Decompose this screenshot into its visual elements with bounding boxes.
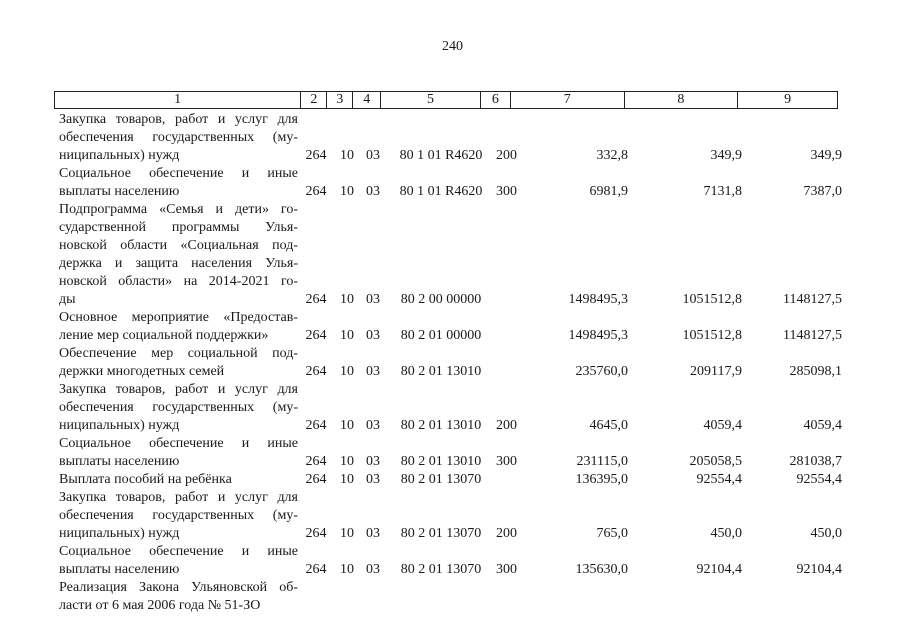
description-line: Закупка товаров, работ и услуг для [59, 490, 298, 505]
row-amount-col8: 7131,8 [703, 184, 742, 199]
row-amount-col9: 1148127,5 [783, 328, 842, 343]
row-amount-col9: 281038,7 [789, 454, 842, 469]
row-amount-col8: 349,9 [710, 148, 742, 163]
row-section: 10 [340, 148, 354, 163]
row-section: 10 [340, 328, 354, 343]
description-line: ды [59, 292, 76, 307]
description-line: Реализация Закона Ульяновской об- [59, 580, 298, 595]
header-col-7: 7 [511, 92, 625, 108]
description-line: ласти от 6 мая 2006 года № 51-ЗО [59, 598, 261, 613]
row-amount-col8: 4059,4 [703, 418, 742, 433]
row-target-article: 80 2 01 13010 [400, 454, 482, 469]
header-col-3: 3 [327, 92, 353, 108]
header-col-8: 8 [625, 92, 739, 108]
description-line: держка и защита населения Улья- [59, 256, 298, 271]
row-section: 10 [340, 472, 354, 487]
description-line: Социальное обеспечение и иные [59, 436, 298, 451]
description-line: выплаты населению [59, 184, 180, 199]
row-amount-col7: 6981,9 [589, 184, 628, 199]
row-description [54, 543, 298, 579]
table-row [54, 345, 844, 381]
row-description [54, 471, 298, 489]
row-section: 10 [340, 364, 354, 379]
row-amount-col7: 135630,0 [575, 562, 628, 577]
page-number: 240 [442, 39, 463, 54]
description-line: Выплата пособий на ребёнка [59, 472, 232, 487]
row-section: 10 [340, 292, 354, 307]
description-line: ление мер социальной поддержки» [59, 328, 269, 343]
row-description [54, 201, 298, 309]
header-col-1: 1 [55, 92, 301, 108]
row-subsection: 03 [366, 364, 380, 379]
table-row [54, 579, 844, 615]
description-line: обеспечения государственных (му- [59, 400, 298, 415]
table-row [54, 111, 844, 165]
row-amount-col8: 1051512,8 [682, 292, 742, 307]
row-expense-type: 300 [496, 562, 517, 577]
row-ministry-code: 264 [305, 292, 327, 307]
row-subsection: 03 [366, 184, 380, 199]
header-col-2: 2 [301, 92, 327, 108]
row-target-article: 80 2 01 13070 [400, 526, 482, 541]
row-section: 10 [340, 418, 354, 433]
row-ministry-code: 264 [305, 364, 327, 379]
row-target-article: 80 2 01 13070 [400, 472, 482, 487]
row-amount-col9: 349,9 [810, 148, 842, 163]
table-row [54, 543, 844, 579]
description-line: держки многодетных семей [59, 364, 225, 379]
row-amount-col8: 205058,5 [689, 454, 742, 469]
description-line: Закупка товаров, работ и услуг для [59, 112, 298, 127]
row-description [54, 345, 298, 381]
row-amount-col8: 209117,9 [690, 364, 742, 379]
description-line: Социальное обеспечение и иные [59, 544, 298, 559]
row-description [54, 435, 298, 471]
header-col-9: 9 [784, 92, 792, 107]
table-row [54, 309, 844, 345]
row-description [54, 381, 298, 435]
row-subsection: 03 [366, 418, 380, 433]
row-amount-col9: 92554,4 [796, 472, 842, 487]
description-line: Подпрограмма «Семья и дети» го- [59, 202, 298, 217]
header-col-6: 6 [481, 92, 511, 108]
description-line: выплаты населению [59, 562, 180, 577]
row-subsection: 03 [366, 148, 380, 163]
row-ministry-code: 264 [305, 328, 327, 343]
row-amount-col8: 450,0 [710, 526, 742, 541]
table-row [54, 489, 844, 543]
row-ministry-code: 264 [305, 418, 327, 433]
row-description [54, 489, 298, 543]
header-col-5: 5 [381, 92, 481, 108]
row-description [54, 579, 298, 615]
row-section: 10 [340, 562, 354, 577]
row-amount-col7: 235760,0 [575, 364, 628, 379]
row-subsection: 03 [366, 454, 380, 469]
description-line: Обеспечение мер социальной под- [59, 346, 298, 361]
row-amount-col9: 7387,0 [803, 184, 842, 199]
row-amount-col8: 92104,4 [696, 562, 742, 577]
row-amount-col7: 136395,0 [575, 472, 628, 487]
table-row [54, 201, 844, 309]
row-ministry-code: 264 [305, 184, 327, 199]
row-target-article: 80 2 01 13010 [400, 418, 482, 433]
description-line: Социальное обеспечение и иные [59, 166, 298, 181]
row-description [54, 309, 298, 345]
row-subsection: 03 [366, 526, 380, 541]
row-expense-type: 200 [496, 418, 517, 433]
row-ministry-code: 264 [305, 148, 327, 163]
row-subsection: 03 [366, 472, 380, 487]
row-ministry-code: 264 [305, 562, 327, 577]
table-row [54, 381, 844, 435]
row-amount-col7: 1498495,3 [568, 292, 628, 307]
row-target-article: 80 2 00 00000 [400, 292, 482, 307]
row-expense-type: 200 [496, 148, 517, 163]
row-amount-col7: 231115,0 [576, 454, 628, 469]
row-target-article: 80 2 01 13070 [400, 562, 482, 577]
row-section: 10 [340, 184, 354, 199]
row-description [54, 165, 298, 201]
row-target-article: 80 2 01 13010 [400, 364, 482, 379]
description-line: Закупка товаров, работ и услуг для [59, 382, 298, 397]
row-amount-col7: 4645,0 [589, 418, 628, 433]
row-amount-col9: 4059,4 [803, 418, 842, 433]
row-ministry-code: 264 [305, 472, 327, 487]
description-line: ниципальных) нужд [59, 148, 180, 163]
description-line: ниципальных) нужд [59, 418, 180, 433]
description-line: Основное мероприятие «Предостав- [59, 310, 298, 325]
row-target-article: 80 2 01 00000 [400, 328, 482, 343]
table-header [54, 91, 838, 109]
table-body [54, 111, 844, 615]
row-expense-type: 300 [496, 184, 517, 199]
row-amount-col8: 92554,4 [696, 472, 742, 487]
row-subsection: 03 [366, 562, 380, 577]
header-col-4: 4 [353, 92, 381, 108]
row-ministry-code: 264 [305, 526, 327, 541]
row-description [54, 111, 298, 165]
row-subsection: 03 [366, 292, 380, 307]
description-line: обеспечения государственных (му- [59, 130, 298, 145]
row-amount-col9: 92104,4 [796, 562, 842, 577]
row-amount-col7: 332,8 [596, 148, 628, 163]
description-line: новской области» на 2014-2021 го- [59, 274, 298, 289]
row-amount-col7: 1498495,3 [568, 328, 628, 343]
row-subsection: 03 [366, 328, 380, 343]
description-line: обеспечения государственных (му- [59, 508, 298, 523]
row-amount-col9: 450,0 [810, 526, 842, 541]
table-row [54, 165, 844, 201]
row-amount-col9: 285098,1 [789, 364, 842, 379]
description-line: ниципальных) нужд [59, 526, 180, 541]
row-expense-type: 200 [496, 526, 517, 541]
row-section: 10 [340, 454, 354, 469]
table-row [54, 471, 844, 489]
description-line: новской области «Социальная под- [59, 238, 298, 253]
row-section: 10 [340, 526, 354, 541]
row-amount-col8: 1051512,8 [682, 328, 742, 343]
table-row [54, 435, 844, 471]
row-amount-col9: 1148127,5 [783, 292, 842, 307]
row-amount-col7: 765,0 [596, 526, 628, 541]
description-line: выплаты населению [59, 454, 180, 469]
description-line: сударственной программы Улья- [59, 220, 298, 235]
row-target-article: 80 1 01 R4620 [399, 148, 483, 163]
row-ministry-code: 264 [305, 454, 327, 469]
row-expense-type: 300 [496, 454, 517, 469]
row-target-article: 80 1 01 R4620 [399, 184, 483, 199]
